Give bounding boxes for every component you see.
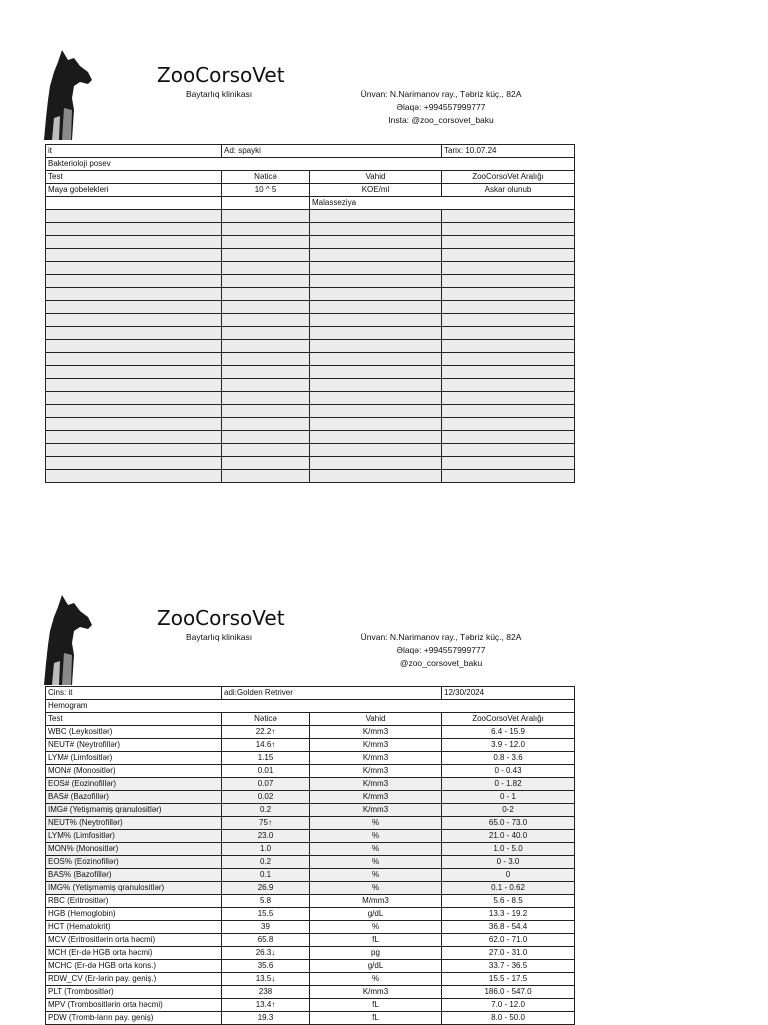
result-cell: 35.6: [222, 960, 310, 973]
empty-cell: [222, 431, 310, 444]
empty-row: [46, 210, 575, 223]
empty-row: [46, 457, 575, 470]
empty-cell: [222, 275, 310, 288]
table-row: [46, 882, 575, 895]
hemogram-rows: [46, 726, 575, 1025]
species-cell: Cins: it: [46, 687, 222, 700]
result-cell: 0.02: [222, 791, 310, 804]
empty-row: [46, 418, 575, 431]
range-cell: 1.0 - 5.0: [442, 843, 575, 856]
empty-cell: [222, 366, 310, 379]
range-cell: 0 - 1: [442, 791, 575, 804]
empty-cell: [46, 288, 222, 301]
empty-cell: [46, 301, 222, 314]
empty-cell: [442, 275, 575, 288]
empty-cell: [442, 444, 575, 457]
table-row: [46, 197, 575, 210]
test-cell: EOS# (Eozinofillər): [46, 778, 222, 791]
header-unit: Vahid: [310, 171, 442, 184]
empty-cell: [310, 301, 442, 314]
table-row: [46, 908, 575, 921]
result-cell: 23.0: [222, 830, 310, 843]
empty-cell: [442, 314, 575, 327]
table-row: [46, 752, 575, 765]
unit-cell: K/mm3: [310, 791, 442, 804]
empty-row: [46, 353, 575, 366]
empty-row: [46, 249, 575, 262]
empty-cell: [46, 431, 222, 444]
patient-info-row: [46, 687, 575, 700]
empty-cell: [46, 210, 222, 223]
range-cell: 0: [442, 869, 575, 882]
empty-cell: [310, 366, 442, 379]
unit-cell: M/mm3: [310, 895, 442, 908]
species-cell: it: [46, 145, 222, 158]
result-cell: 238: [222, 986, 310, 999]
result-cell: 14.6↑: [222, 739, 310, 752]
header-row: [46, 713, 575, 726]
empty-cell: [310, 353, 442, 366]
range-cell: 15.5 - 17.5: [442, 973, 575, 986]
header-unit: Vahid: [310, 713, 442, 726]
empty-cell: [46, 223, 222, 236]
clinic-name: ZooCorsoVet: [157, 606, 285, 630]
table-row: [46, 869, 575, 882]
empty-cell: [222, 288, 310, 301]
table-row: [46, 830, 575, 843]
test-cell: BAS# (Bazofillər): [46, 791, 222, 804]
test-cell: MON% (Monositlər): [46, 843, 222, 856]
test-cell: HCT (Hematokrit): [46, 921, 222, 934]
table-row: [46, 739, 575, 752]
clinic-address: Ünvan: N.Narimanov ray., Təbriz küç., 82A: [360, 632, 522, 642]
table-row: [46, 817, 575, 830]
clinic-subtitle: Baytarlıq klinikası: [186, 89, 253, 99]
test-cell: EOS% (Eozinofillər): [46, 856, 222, 869]
hemogram-table: [45, 686, 575, 1025]
range-cell: 186.0 - 547.0: [442, 986, 575, 999]
empty-cell: [46, 457, 222, 470]
clinic-phone: Əlaqə: +994557999777: [396, 645, 486, 655]
table-row: [46, 921, 575, 934]
empty-cell: [222, 236, 310, 249]
empty-cell: [310, 379, 442, 392]
empty-cell: [46, 418, 222, 431]
test-cell: BAS% (Bazofillər): [46, 869, 222, 882]
bacteriology-table: [45, 144, 575, 483]
table-row: [46, 726, 575, 739]
range-cell: 0 - 1.82: [442, 778, 575, 791]
unit-cell: %: [310, 843, 442, 856]
result-cell: 13.4↑: [222, 999, 310, 1012]
table-row: [46, 791, 575, 804]
empty-cell: [442, 470, 575, 483]
result-cell: 75↑: [222, 817, 310, 830]
range-cell: 33.7 - 36.5: [442, 960, 575, 973]
range-cell: 0.8 - 3.6: [442, 752, 575, 765]
test-cell: PLT (Trombositlər): [46, 986, 222, 999]
empty-row: [46, 405, 575, 418]
range-cell: 5.6 - 8.5: [442, 895, 575, 908]
section-title: Hemogram: [46, 700, 575, 713]
empty-cell: [442, 249, 575, 262]
table-row: [46, 778, 575, 791]
test-cell: Maya gobelekleri: [46, 184, 222, 197]
unit-cell: %: [310, 882, 442, 895]
empty-cell: [46, 275, 222, 288]
range-cell: Askar olunub: [442, 184, 575, 197]
header-result: Nəticə: [222, 171, 310, 184]
empty-cell: [310, 314, 442, 327]
empty-cell: [222, 301, 310, 314]
test-cell: MPV (Trombositlərin orta həcmi): [46, 999, 222, 1012]
cane-corso-logo: [44, 593, 94, 685]
table-row: [46, 765, 575, 778]
empty-cell: [442, 457, 575, 470]
empty-cell: [310, 418, 442, 431]
result-cell: 10 ^ 5: [222, 184, 310, 197]
table-row: [46, 1012, 575, 1025]
empty-cell: [442, 288, 575, 301]
result-cell: 65.8: [222, 934, 310, 947]
result-cell: 26.3↓: [222, 947, 310, 960]
test-cell: MCV (Eritrositlərin orta həcmi): [46, 934, 222, 947]
empty-cell: [310, 262, 442, 275]
empty-cell: [310, 431, 442, 444]
unit-cell: K/mm3: [310, 986, 442, 999]
empty-row: [46, 444, 575, 457]
section-title: Bakterioloji posev: [46, 158, 575, 171]
unit-cell: fL: [310, 934, 442, 947]
header-range: ZooCorsoVet Aralığı: [442, 171, 575, 184]
test-cell: IMG% (Yetişməmiş qranulositlər): [46, 882, 222, 895]
empty-cell: [310, 275, 442, 288]
empty-cell: [222, 249, 310, 262]
result-cell: 0.07: [222, 778, 310, 791]
header-result: Nəticə: [222, 713, 310, 726]
empty-row: [46, 262, 575, 275]
empty-row: [46, 470, 575, 483]
empty-cell: [222, 379, 310, 392]
table-row: [46, 804, 575, 817]
empty-row: [46, 392, 575, 405]
unit-cell: fL: [310, 999, 442, 1012]
test-cell: LYM# (Limfositlər): [46, 752, 222, 765]
pet-name-cell: adi:Golden Retriver: [222, 687, 442, 700]
empty-cell: [222, 262, 310, 275]
test-cell: NEUT# (Neytrofillər): [46, 739, 222, 752]
empty-cell: [46, 366, 222, 379]
empty-cell: [222, 223, 310, 236]
empty-row: [46, 223, 575, 236]
clinic-insta: Insta: @zoo_corsovet_baku: [388, 115, 494, 125]
section-title-row: [46, 158, 575, 171]
header-row: [46, 171, 575, 184]
test-cell: WBC (Leykositlər): [46, 726, 222, 739]
result-cell: 13.5↓: [222, 973, 310, 986]
header-test: Test: [46, 713, 222, 726]
empty-cell: [46, 405, 222, 418]
clinic-phone: Əlaqə: +994557999777: [396, 102, 486, 112]
empty-cell: [310, 340, 442, 353]
table-row: [46, 934, 575, 947]
empty-cell: [442, 392, 575, 405]
empty-row: [46, 301, 575, 314]
empty-rows: [46, 210, 575, 483]
table-row: [46, 973, 575, 986]
empty-cell: [442, 327, 575, 340]
result-cell: 0.2: [222, 804, 310, 817]
empty-cell: [46, 353, 222, 366]
empty-cell: [46, 470, 222, 483]
unit-cell: K/mm3: [310, 765, 442, 778]
table-row: [46, 986, 575, 999]
empty-cell: [222, 327, 310, 340]
empty-cell: [222, 457, 310, 470]
range-cell: 62.0 - 71.0: [442, 934, 575, 947]
clinic-address: Ünvan: N.Narimanov ray., Təbriz küç., 82A: [360, 89, 522, 99]
test-cell: MON# (Monositlər): [46, 765, 222, 778]
range-cell: 13.3 - 19.2: [442, 908, 575, 921]
empty-cell: [222, 444, 310, 457]
unit-cell: %: [310, 973, 442, 986]
table-row: [46, 856, 575, 869]
date-cell: 12/30/2024: [442, 687, 575, 700]
empty-cell: [46, 340, 222, 353]
empty-cell: [310, 470, 442, 483]
test-cell: RBC (Eritrositlər): [46, 895, 222, 908]
range-cell: 6.4 - 15.9: [442, 726, 575, 739]
empty-cell: [442, 223, 575, 236]
empty-cell: [442, 431, 575, 444]
range-cell: 7.0 - 12.0: [442, 999, 575, 1012]
empty-row: [46, 275, 575, 288]
unit-cell: K/mm3: [310, 739, 442, 752]
test-cell: HGB (Hemoglobin): [46, 908, 222, 921]
empty-cell: [222, 340, 310, 353]
test-cell: PDW (Tromb-ların pay. geniş): [46, 1012, 222, 1025]
empty-cell: [442, 366, 575, 379]
range-cell: 27.0 - 31.0: [442, 947, 575, 960]
unit-cell: %: [310, 921, 442, 934]
empty-row: [46, 340, 575, 353]
empty-cell: [442, 262, 575, 275]
empty-cell: [442, 353, 575, 366]
empty-cell: [310, 210, 442, 223]
clinic-subtitle: Baytarlıq klinikası: [186, 632, 253, 642]
test-cell: IMG# (Yetişməmiş qranulositlər): [46, 804, 222, 817]
table-row: [46, 999, 575, 1012]
result-cell: 0.01: [222, 765, 310, 778]
result-cell: 15.5: [222, 908, 310, 921]
result-cell: 26.9: [222, 882, 310, 895]
table-row: [46, 895, 575, 908]
empty-cell: [46, 262, 222, 275]
empty-row: [46, 288, 575, 301]
unit-cell: fL: [310, 1012, 442, 1025]
unit-cell: g/dL: [310, 908, 442, 921]
test-cell: RDW_CV (Er-lərin pay. geniş.): [46, 973, 222, 986]
empty-cell: [442, 210, 575, 223]
empty-cell: [222, 405, 310, 418]
result-cell: 0.2: [222, 856, 310, 869]
empty-row: [46, 366, 575, 379]
empty-cell: [310, 249, 442, 262]
result-cell: 22.2↑: [222, 726, 310, 739]
result-cell: 39: [222, 921, 310, 934]
empty-cell: [46, 197, 222, 210]
range-cell: 0-2: [442, 804, 575, 817]
unit-cell: g/dL: [310, 960, 442, 973]
unit-cell: %: [310, 869, 442, 882]
table-row: [46, 843, 575, 856]
result-cell: 19.3: [222, 1012, 310, 1025]
empty-cell: [222, 210, 310, 223]
empty-cell: [46, 327, 222, 340]
unit-cell: %: [310, 856, 442, 869]
date-cell: Tarix: 10.07.24: [442, 145, 575, 158]
empty-cell: [46, 249, 222, 262]
empty-cell: [442, 340, 575, 353]
cane-corso-logo: [44, 48, 94, 140]
empty-cell: [46, 444, 222, 457]
section-title-row: [46, 700, 575, 713]
range-cell: 36.8 - 54.4: [442, 921, 575, 934]
table-row: [46, 960, 575, 973]
unit-cell: K/mm3: [310, 804, 442, 817]
empty-cell: [46, 314, 222, 327]
empty-cell: [222, 353, 310, 366]
result-cell: 0.1: [222, 869, 310, 882]
table-row: [46, 947, 575, 960]
empty-cell: [46, 392, 222, 405]
empty-cell: [310, 405, 442, 418]
empty-cell: [310, 236, 442, 249]
test-cell: NEUT% (Neytrofillər): [46, 817, 222, 830]
range-cell: 0 - 3.0: [442, 856, 575, 869]
empty-cell: [310, 327, 442, 340]
empty-cell: [222, 197, 310, 210]
unit-cell: K/mm3: [310, 726, 442, 739]
patient-info-row: [46, 145, 575, 158]
empty-cell: [222, 418, 310, 431]
clinic-name: ZooCorsoVet: [157, 63, 285, 87]
empty-cell: [222, 392, 310, 405]
range-cell: 0 - 0.43: [442, 765, 575, 778]
result-cell: 1.0: [222, 843, 310, 856]
empty-cell: [46, 236, 222, 249]
note-cell: Malasseziya: [310, 197, 575, 210]
empty-row: [46, 236, 575, 249]
result-cell: 5.8: [222, 895, 310, 908]
empty-cell: [442, 405, 575, 418]
empty-cell: [310, 457, 442, 470]
test-cell: MCH (Er-də HGB orta həcmi): [46, 947, 222, 960]
header-range: ZooCorsoVet Aralığı: [442, 713, 575, 726]
empty-cell: [310, 392, 442, 405]
empty-row: [46, 314, 575, 327]
result-cell: 1.15: [222, 752, 310, 765]
empty-cell: [442, 301, 575, 314]
range-cell: 8.0 - 50.0: [442, 1012, 575, 1025]
empty-row: [46, 431, 575, 444]
header-test: Test: [46, 171, 222, 184]
unit-cell: K/mm3: [310, 752, 442, 765]
empty-cell: [442, 379, 575, 392]
table-row: [46, 184, 575, 197]
unit-cell: %: [310, 817, 442, 830]
clinic-insta: @zoo_corsovet_baku: [399, 658, 483, 668]
empty-cell: [310, 223, 442, 236]
empty-cell: [442, 418, 575, 431]
unit-cell: pg: [310, 947, 442, 960]
unit-cell: KOE/ml: [310, 184, 442, 197]
empty-cell: [222, 314, 310, 327]
range-cell: 65.0 - 73.0: [442, 817, 575, 830]
empty-row: [46, 327, 575, 340]
empty-row: [46, 379, 575, 392]
unit-cell: K/mm3: [310, 778, 442, 791]
range-cell: 3.9 - 12.0: [442, 739, 575, 752]
unit-cell: %: [310, 830, 442, 843]
empty-cell: [310, 288, 442, 301]
test-cell: LYM% (Limfositlər): [46, 830, 222, 843]
range-cell: 21.0 - 40.0: [442, 830, 575, 843]
range-cell: 0.1 - 0.62: [442, 882, 575, 895]
empty-cell: [310, 444, 442, 457]
test-cell: MCHC (Er-də HGB orta kons.): [46, 960, 222, 973]
pet-name-cell: Ad: spayki: [222, 145, 442, 158]
empty-cell: [46, 379, 222, 392]
empty-cell: [222, 470, 310, 483]
empty-cell: [442, 236, 575, 249]
